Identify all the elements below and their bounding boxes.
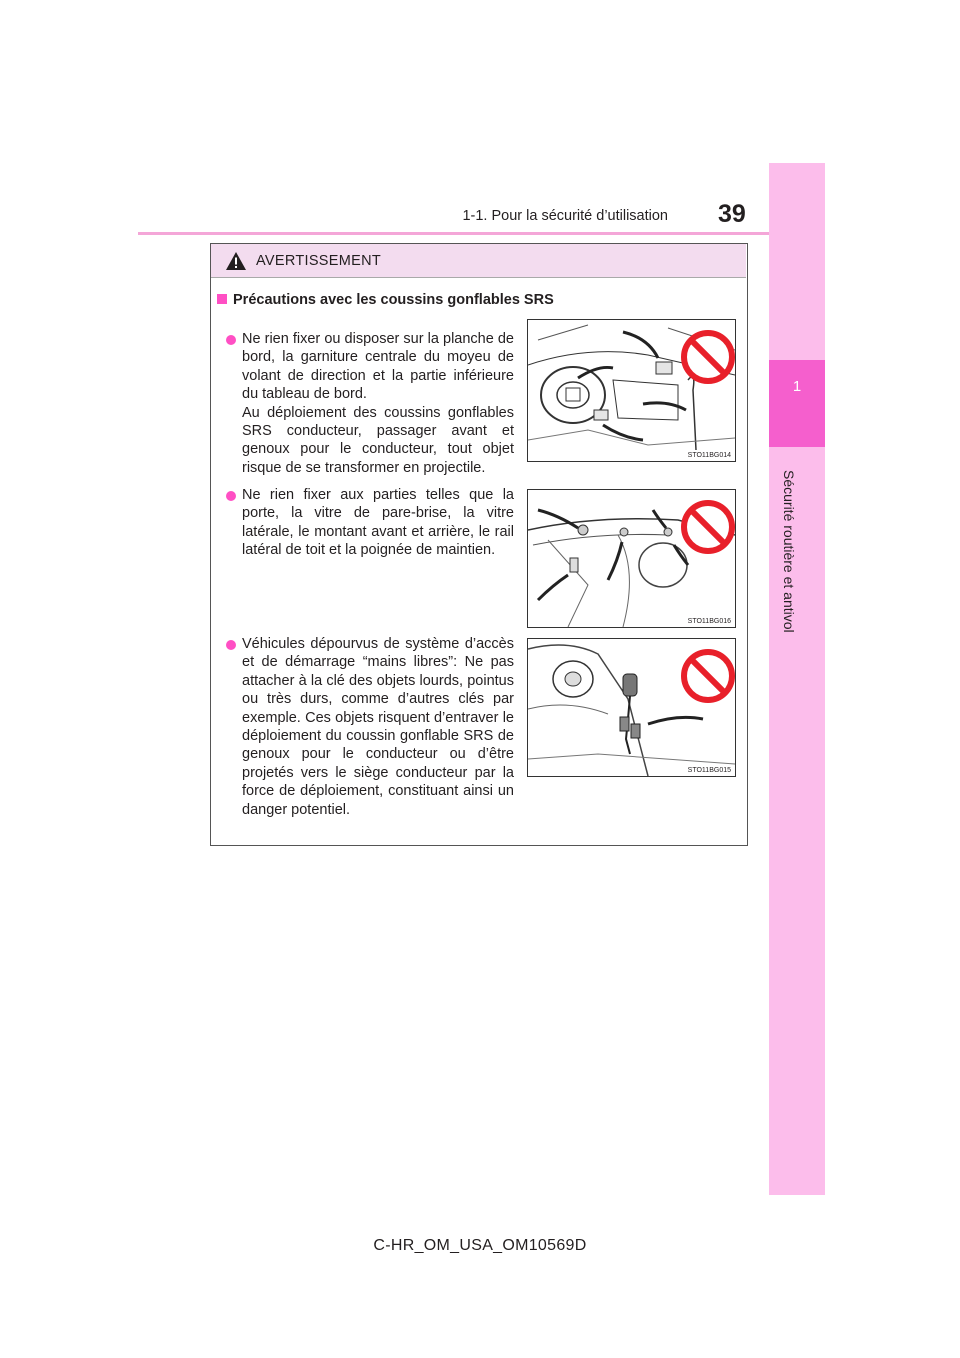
warning-item-1 [242, 330, 514, 477]
warning-header [211, 244, 746, 278]
item-1-line-1: Ne rien fixer ou disposer sur la planche de bord, la garniture centrale du moyeu de volant de direction et la partie inférieure du tableau de bord. [242, 331, 514, 403]
item-2-line-1: Ne rien fixer aux parties telles que la porte, la vitre de pare-brise, la vitre latérale, le montant avant et arrière, le rail latéral de toit et la poignée de maintien. [242, 487, 514, 559]
document-code: C-HR_OM_USA_OM10569D [373, 1237, 587, 1254]
bullet-icon [226, 491, 236, 501]
warning-title: AVERTISSEMENT [256, 253, 382, 269]
page-number: 39 [718, 200, 746, 228]
chapter-side-tab [769, 163, 825, 1195]
square-bullet-icon [217, 294, 227, 304]
warning-box [210, 243, 748, 846]
header-rule [138, 232, 824, 235]
item-1-line-2: Au déploiement des coussins gonflables SRS conducteur, passager avant et genoux pour le conducteur, tout objet risque de se transformer en projectile. [242, 404, 514, 476]
bullet-icon [226, 640, 236, 650]
bullet-icon [226, 335, 236, 345]
item-3-line-1: Véhicules dépourvus de système d’accès et de démarrage “mains libres”: Ne pas attacher à la clé des objets lourds, pointus ou très durs, comme d’autres clés par exemple. Ces objets risquent d’entraver le déploiement du coussin gonflable SRS de genoux pour le conducteur ou d’être projetés vers le siège conducteur par la force de déploiement, constituant ainsi un danger potentiel. [242, 636, 514, 818]
figure-pillars [527, 489, 736, 628]
figure-key [527, 638, 736, 777]
figure-dashboard [527, 319, 736, 462]
warning-triangle-icon [225, 251, 247, 271]
figure-code-1: STO11BG014 [687, 452, 731, 459]
chapter-tab-active [769, 360, 825, 447]
chapter-label: Sécurité routière et antivol [781, 470, 797, 633]
subheading [217, 292, 554, 308]
warning-item-2 [242, 486, 514, 560]
figure-code-3: STO11BG015 [687, 767, 731, 774]
warning-item-3 [242, 635, 514, 819]
figure-code-2: STO11BG016 [687, 618, 731, 625]
subheading-text: Précautions avec les coussins gonflables SRS [233, 292, 554, 308]
chapter-number: 1 [792, 378, 802, 395]
section-title: 1-1. Pour la sécurité d’utilisation [462, 208, 668, 224]
